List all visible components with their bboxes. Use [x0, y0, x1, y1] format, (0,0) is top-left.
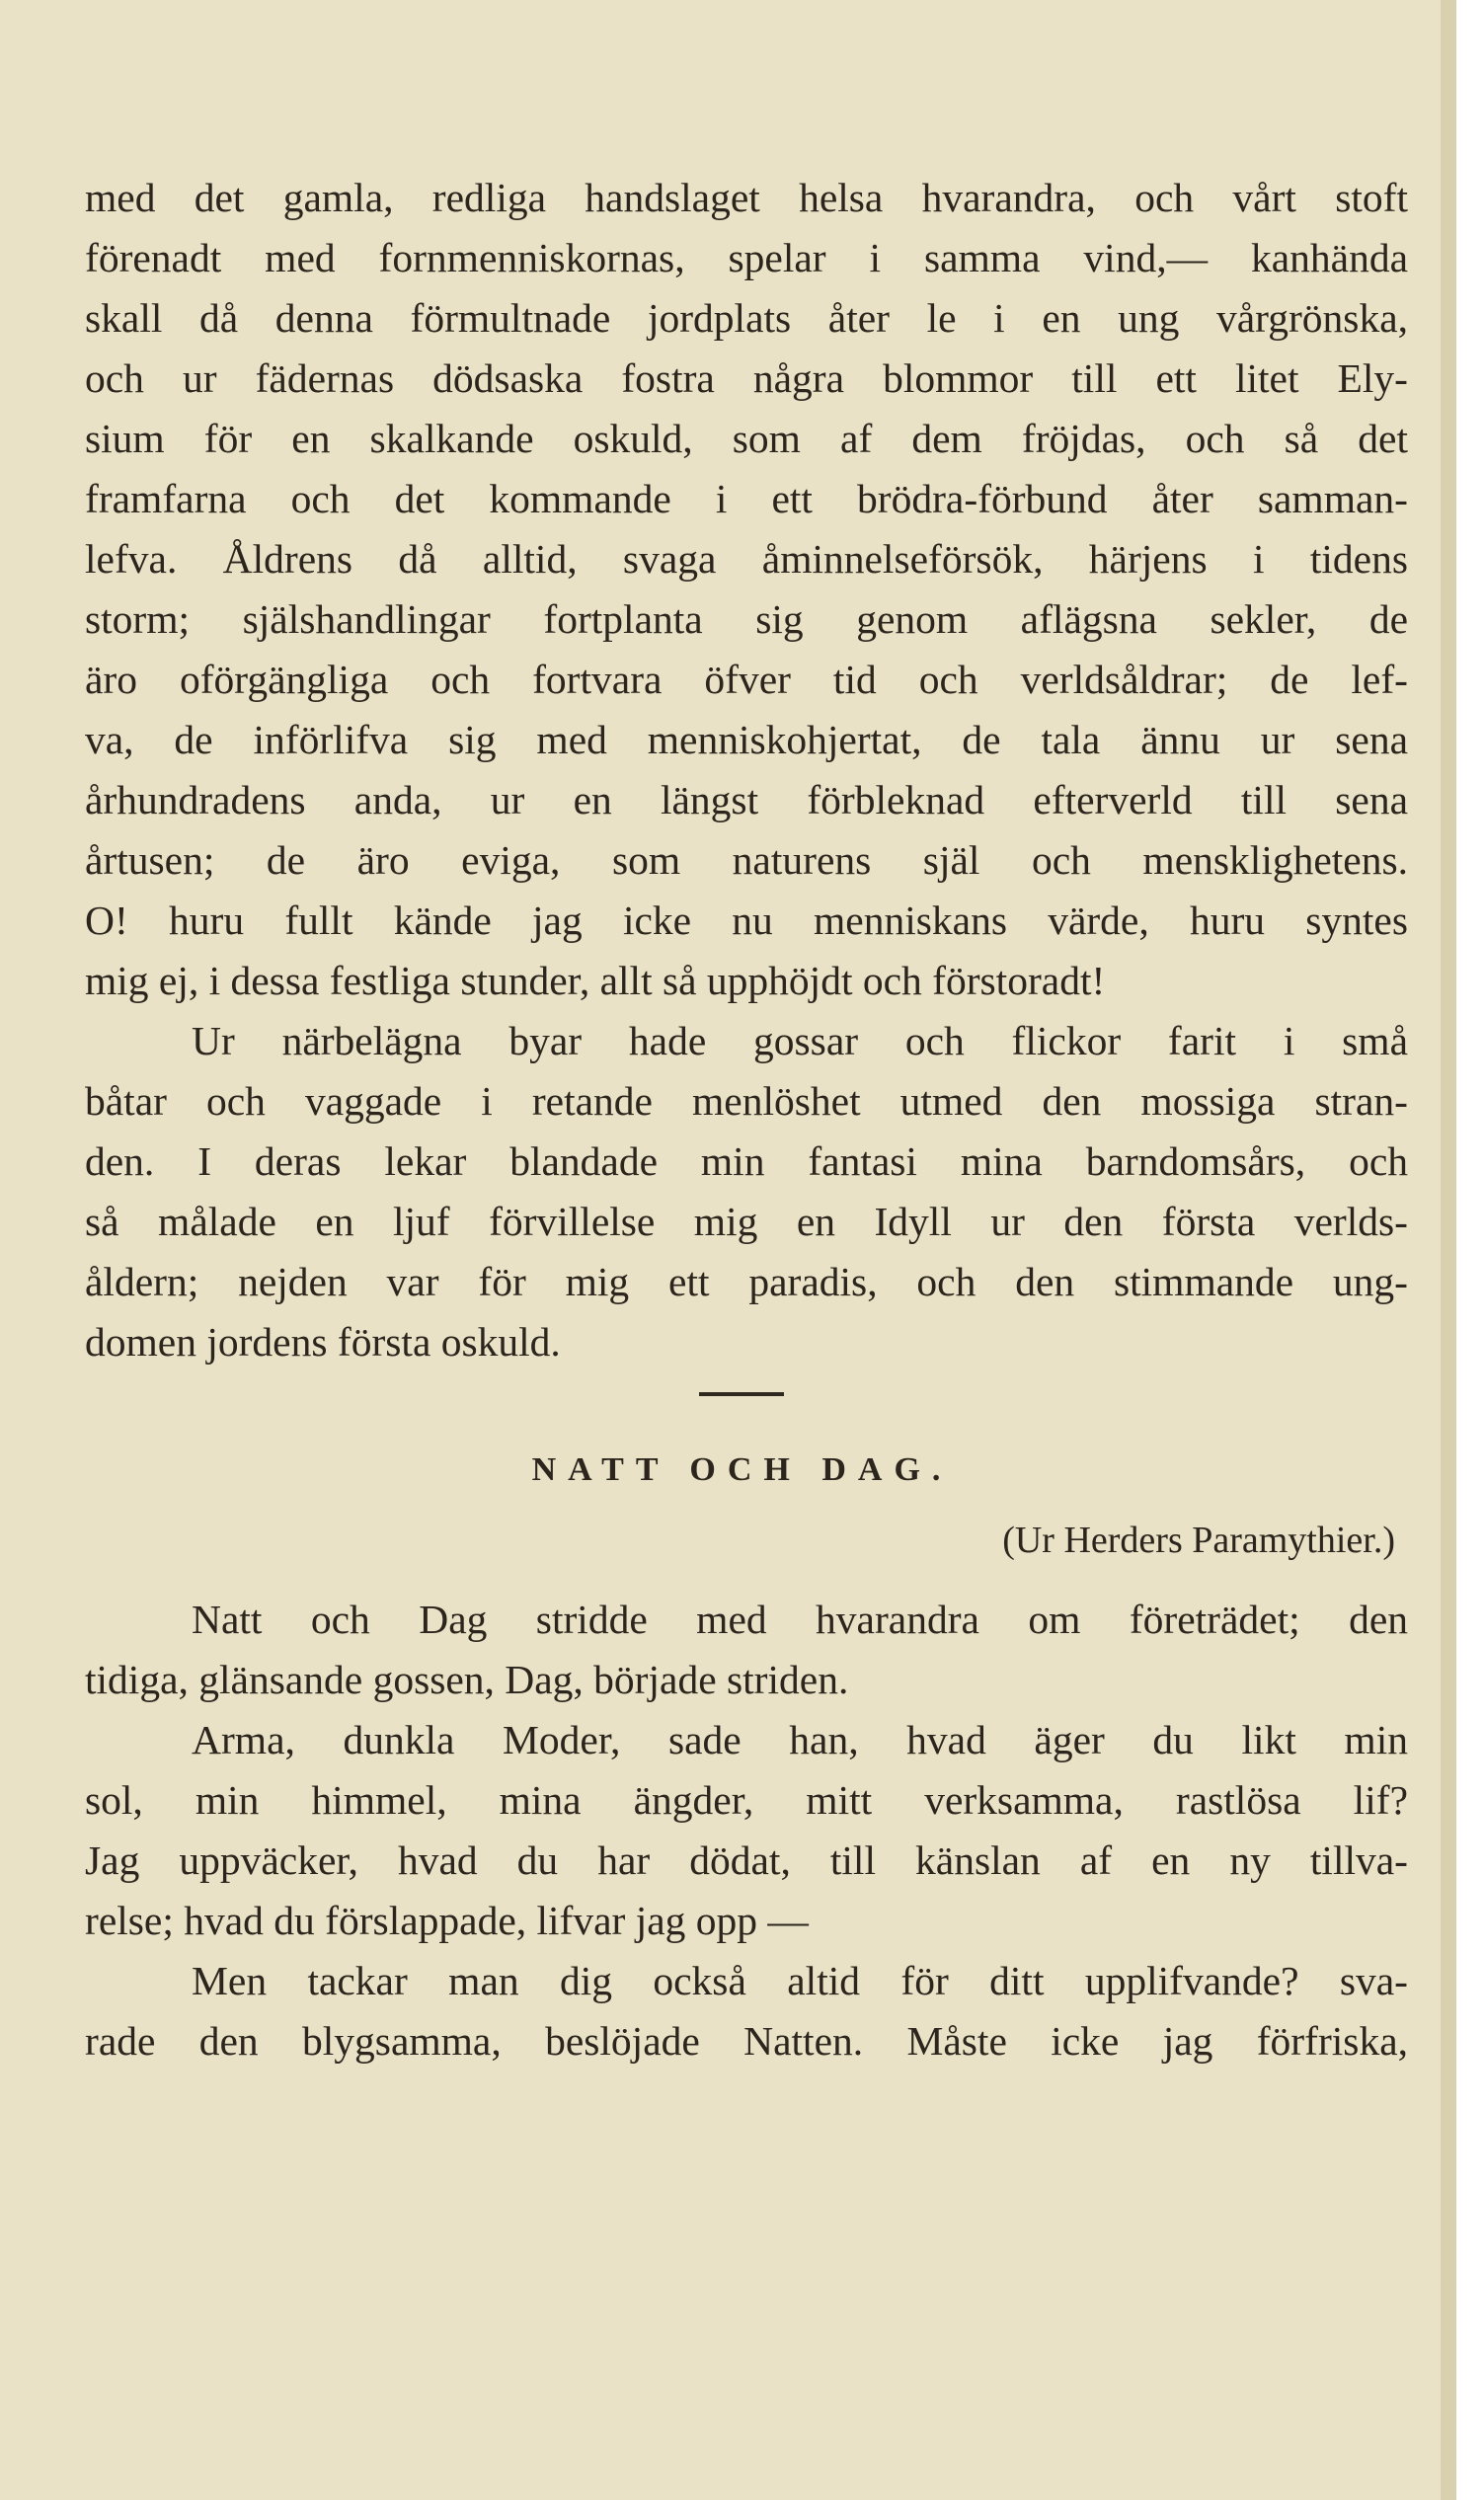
text-line: domen jordens första oskuld.: [85, 1319, 561, 1365]
text-line: åldern; nejden var för mig ett paradis, och den stimmande ung-: [85, 1259, 1408, 1304]
text-line: båtar och vaggade i retande menlöshet utmed den mossiga stran-: [85, 1078, 1408, 1124]
paragraph-1: [85, 168, 1408, 1011]
text-line: rade den blygsamma, beslöjade Natten. Måste icke jag förfriska,: [85, 2018, 1408, 2064]
paragraph-3: [85, 1590, 1408, 1710]
page-gutter-shadow: [1441, 0, 1456, 2500]
paragraph-5: [85, 1951, 1408, 2071]
text-line: århundradens anda, ur en längst förbleknad efterverld till sena: [85, 777, 1408, 822]
section-heading: NATT OCH DAG.: [531, 1451, 953, 1488]
text-line: framfarna och det kommande i ett brödra-förbund åter samman-: [85, 476, 1408, 521]
text-line: Arma, dunkla Moder, sade han, hvad äger du likt min: [192, 1717, 1408, 1762]
text-line: med det gamla, redliga handslaget helsa hvarandra, och vårt stoft: [85, 175, 1408, 220]
text-line: va, de införlifva sig med menniskohjertat, de tala ännu ur sena: [85, 717, 1408, 762]
text-line: förenadt med fornmenniskornas, spelar i samma vind,— kanhända: [85, 235, 1408, 280]
text-line: tidiga, glänsande gossen, Dag, började striden.: [85, 1657, 849, 1702]
text-line: sium för en skalkande oskuld, som af dem fröjdas, och så det: [85, 416, 1408, 461]
text-line: O! huru fullt kände jag icke nu menniskans värde, huru syntes: [85, 898, 1408, 943]
text-line: storm; själshandlingar fortplanta sig genom aflägsna sekler, de: [85, 596, 1408, 642]
paragraph-2: [85, 1011, 1408, 1372]
text-line: sol, min himmel, mina ängder, mitt verksamma, rastlösa lif?: [85, 1777, 1408, 1823]
text-line: äro oförgängliga och fortvara öfver tid och verldsåldrar; de lef-: [85, 657, 1408, 702]
text-line: Men tackar man dig också altid för ditt upplifvande? sva-: [192, 1958, 1408, 2003]
text-line: lefva. Åldrens då alltid, svaga åminnelseförsök, härjens i tidens: [85, 536, 1408, 582]
text-line: Jag uppväcker, hvad du har dödat, till känslan af en ny tillva-: [85, 1837, 1408, 1883]
text-line: mig ej, i dessa festliga stunder, allt så upphöjdt och förstoradt!: [85, 958, 1106, 1003]
section-subheading: (Ur Herders Paramythier.): [1002, 1520, 1395, 1561]
text-line: Natt och Dag stridde med hvarandra om företrädet; den: [192, 1597, 1408, 1642]
text-line: den. I deras lekar blandade min fantasi mina barndomsårs, och: [85, 1138, 1408, 1184]
text-line: så målade en ljuf förvillelse mig en Idyll ur den första verlds-: [85, 1199, 1408, 1244]
text-line: årtusen; de äro eviga, som naturens själ och mensklighetens.: [85, 837, 1408, 883]
paragraph-4: [85, 1710, 1408, 1951]
page-margin-edge: [1456, 0, 1484, 2500]
text-line: skall då denna förmultnade jordplats åter le i en ung vårgrönska,: [85, 295, 1408, 341]
text-line: och ur fädernas dödsaska fostra några blommor till ett litet Ely-: [85, 355, 1408, 401]
text-line: relse; hvad du förslappade, lifvar jag opp —: [85, 1898, 809, 1943]
text-line: Ur närbelägna byar hade gossar och flickor farit i små: [192, 1018, 1408, 1063]
section-divider: [699, 1392, 784, 1396]
